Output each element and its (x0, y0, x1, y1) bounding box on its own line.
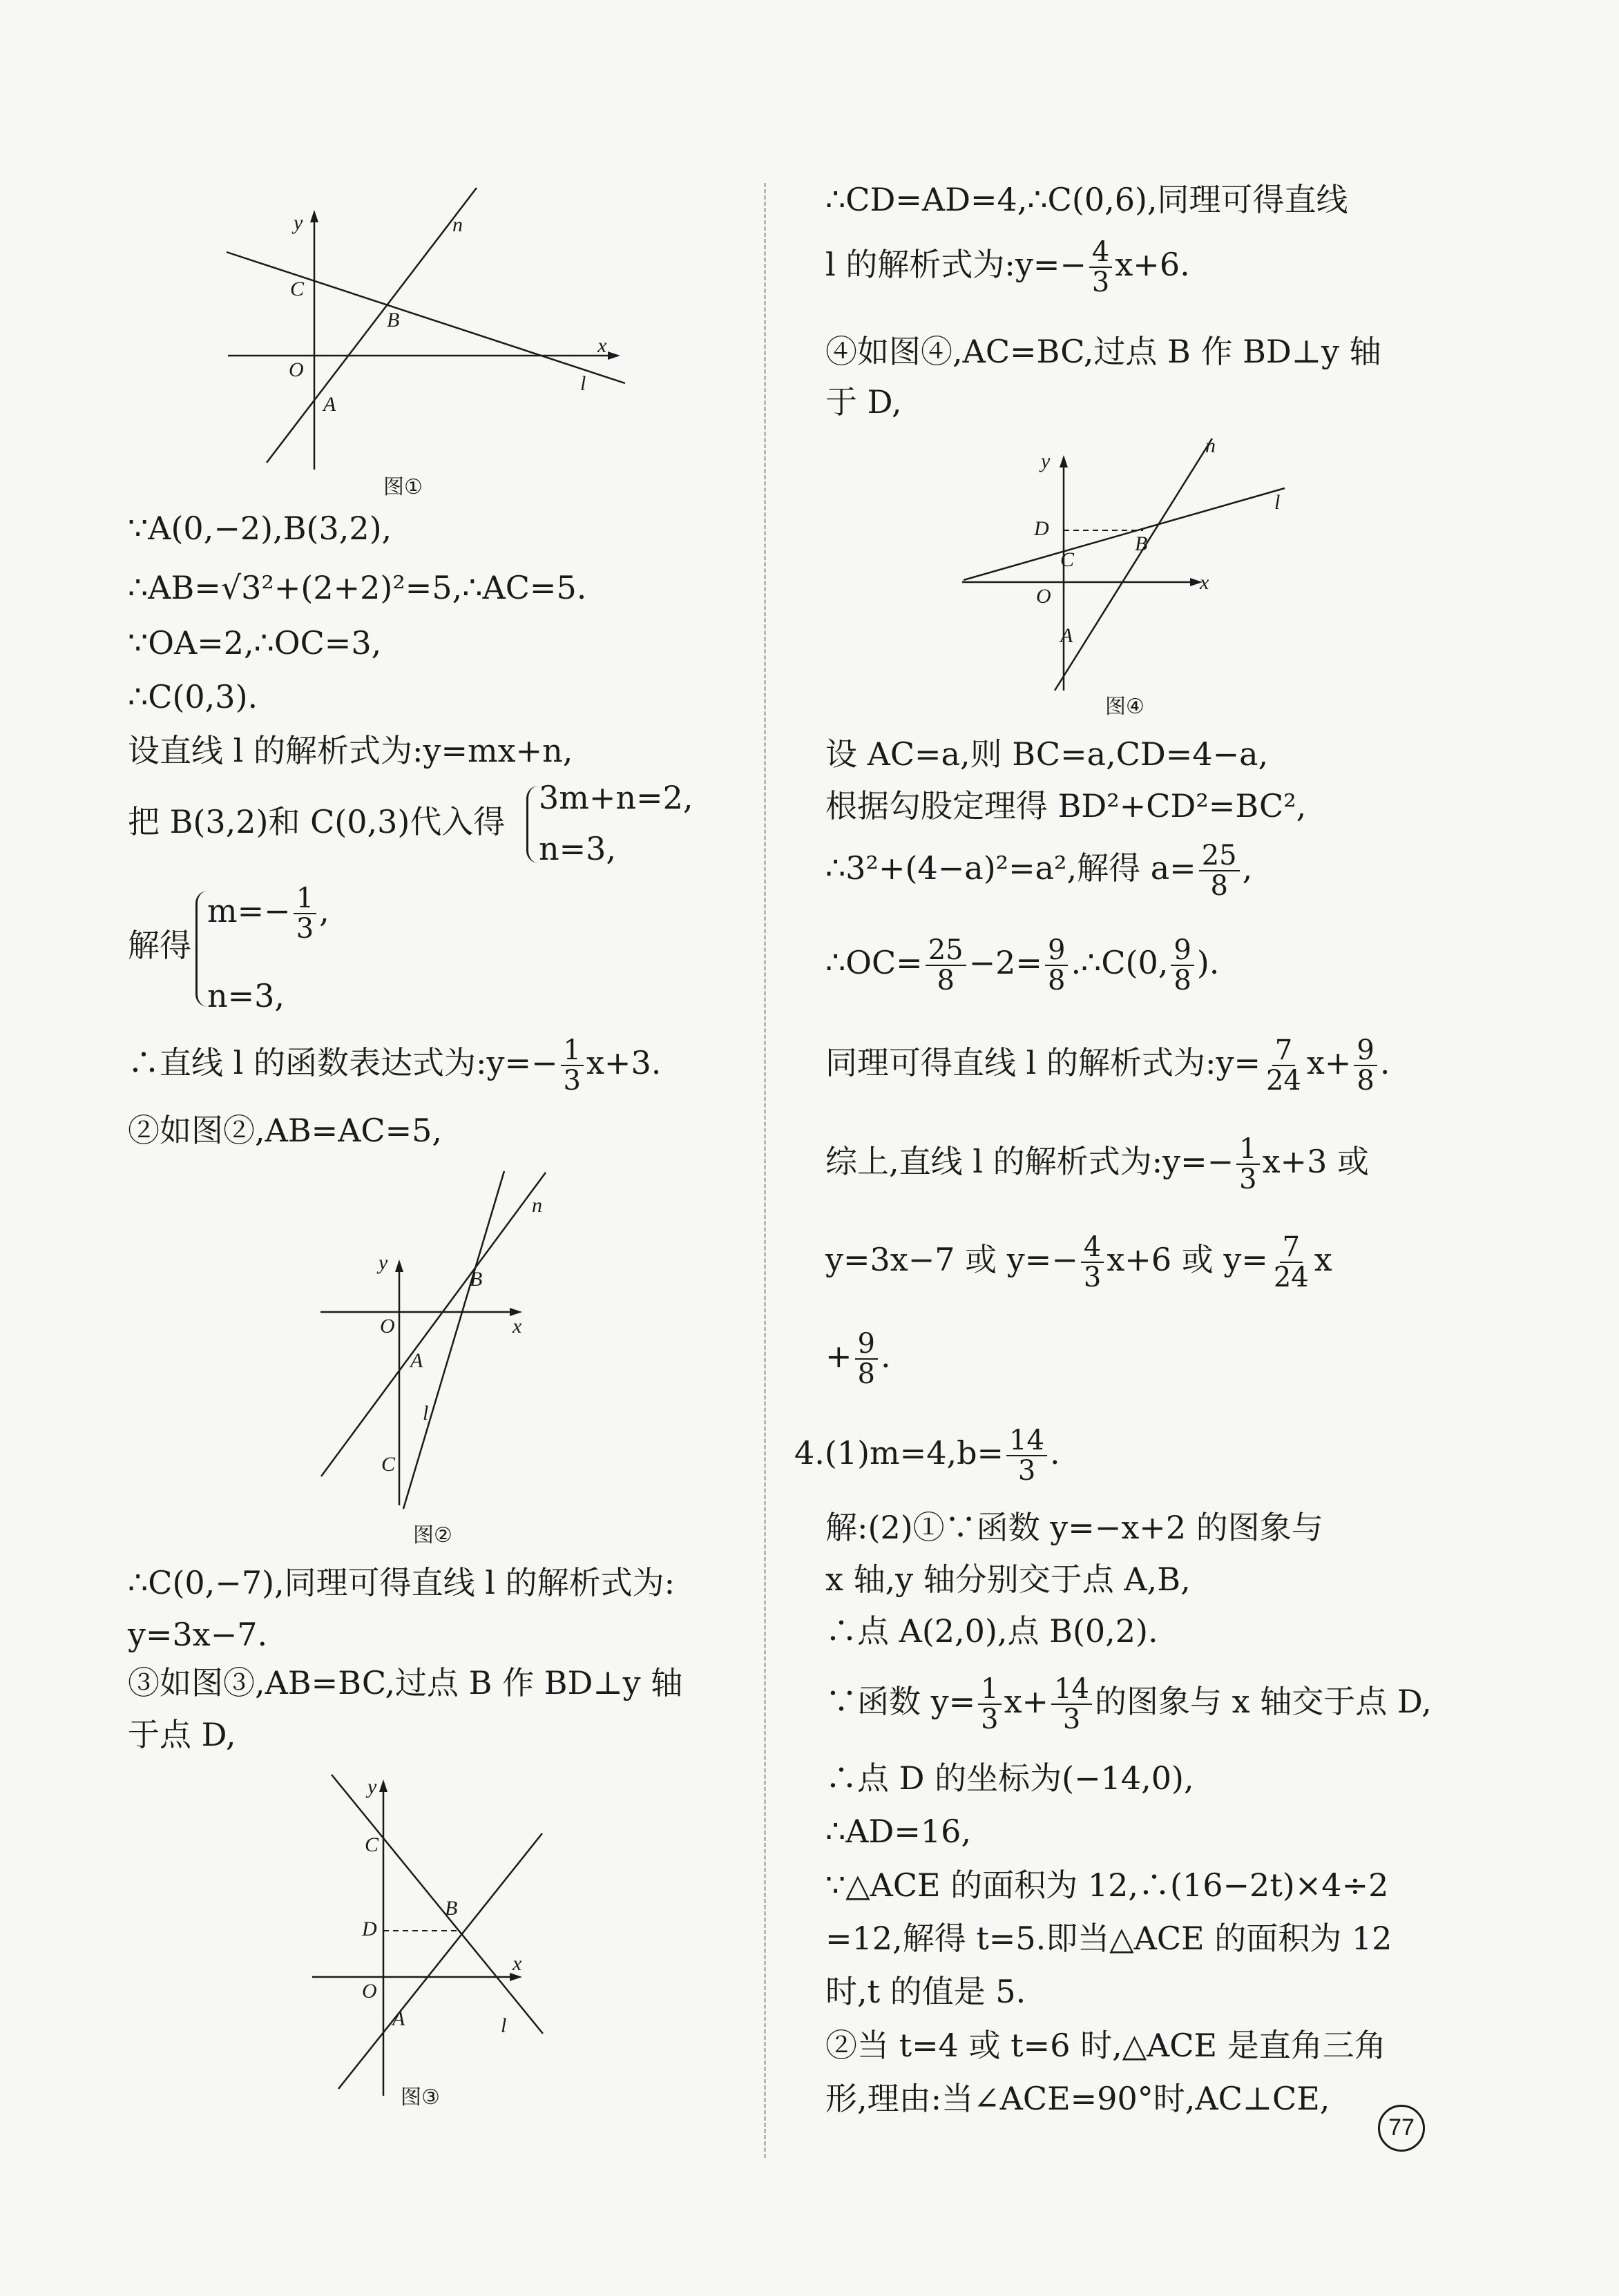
right-line-8-a: ∴OC= (825, 944, 923, 981)
fraction-9-8: $\frac{9}{8}$ (855, 1329, 878, 1389)
left-line-7-solve: 解得 (128, 927, 191, 964)
right-line-7-b: , (1242, 849, 1253, 887)
figure-4-caption: 图④ (1105, 695, 1144, 719)
fraction-25-8: $\frac{25}{8}$ (1199, 841, 1240, 900)
right-line-11-b: x+6 或 y= (1107, 1241, 1268, 1278)
fraction-14-3: $\frac{14}{3}$ (1006, 1426, 1047, 1485)
right-line-11-a: y=3x−7 或 y=− (825, 1241, 1078, 1278)
left-line-1: ∵A(0,−2),B(3,2), (128, 510, 392, 547)
right-line-17 (825, 1675, 1432, 1734)
right-line-12-b: . (881, 1338, 891, 1375)
right-line-22: 时,t 的值是 5. (825, 1973, 1026, 2010)
right-line-11 (825, 1233, 1332, 1292)
fraction-4-3: $\frac{4}{3}$ (1081, 1233, 1104, 1292)
right-line-21: =12,解得 t=5.即当△ACE 的面积为 12 (825, 1920, 1392, 1957)
right-line-24: 形,理由:当∠ACE=90°时,AC⊥CE, (825, 2080, 1330, 2117)
fig1-label-B: B (387, 309, 400, 331)
left-line-6-substitute: 把 B(3,2)和 C(0,3)代入得 (128, 803, 506, 840)
fraction-7-24: $\frac{7}{24}$ (1265, 1034, 1301, 1097)
right-line-18: ∴点 D 的坐标为(−14,0), (825, 1759, 1194, 1797)
right-line-19: ∴AD=16, (825, 1813, 972, 1850)
fig2-label-n: n (532, 1194, 542, 1217)
right-line-3: ④如图④,AC=BC,过点 B 作 BD⊥y 轴 (825, 333, 1381, 370)
right-line-13 (794, 1426, 1060, 1485)
right-line-8 (825, 936, 1219, 995)
figure-2-diagram (304, 1167, 566, 1512)
right-line-2-a: l 的解析式为:y=− (825, 246, 1086, 283)
left-line-5: 设直线 l 的解析式为:y=mx+n, (128, 732, 573, 769)
fig1-label-O: O (289, 358, 304, 381)
right-line-12-a: + (825, 1338, 852, 1375)
fig3-label-A: A (392, 2007, 405, 2030)
page-number: 77 (1378, 2105, 1425, 2152)
fig3-label-D: D (362, 1918, 377, 1940)
fig1-label-y: y (294, 211, 303, 234)
right-line-10-a: 综上,直线 l 的解析式为:y=− (825, 1143, 1234, 1180)
fig3-label-l: l (501, 2014, 507, 2037)
system2-eq1-lhs: m=− (207, 892, 291, 929)
fig3-label-B: B (445, 1897, 458, 1920)
figure-2 (304, 1167, 566, 1520)
left-line-8 (128, 1036, 661, 1095)
fraction-1-3: $\frac{1}{3}$ (1236, 1135, 1259, 1194)
left-line-3: ∵OA=2,∴OC=3, (128, 624, 382, 662)
fig1-label-A: A (323, 393, 336, 416)
fig1-label-n: n (452, 213, 463, 236)
right-line-15: x 轴,y 轴分别交于点 A,B, (825, 1561, 1191, 1598)
fraction-4-3: $\frac{4}{3}$ (1089, 238, 1112, 297)
system2-eq1-end: , (319, 892, 329, 929)
fraction-14-3: $\frac{14}{3}$ (1051, 1675, 1092, 1734)
fraction-9-8: $\frac{9}{8}$ (1171, 936, 1194, 995)
figure-3 (304, 1771, 553, 2107)
fig4-label-x: x (1200, 571, 1209, 594)
fig3-label-x: x (512, 1952, 522, 1975)
fig4-label-l: l (1274, 491, 1281, 514)
right-line-9-c: . (1379, 1044, 1390, 1081)
figure-1-diagram (214, 180, 642, 470)
fig4-label-y: y (1041, 450, 1051, 472)
fig1-label-x: x (597, 334, 607, 357)
right-line-2-b: x+6. (1115, 246, 1190, 283)
fig2-label-x: x (512, 1315, 522, 1338)
right-line-17-c: 的图象与 x 轴交于点 D, (1095, 1683, 1432, 1720)
right-line-9-a: 同理可得直线 l 的解析式为:y= (825, 1044, 1261, 1081)
fraction-1-3: $\frac{1}{3}$ (561, 1036, 584, 1095)
fig3-label-y: y (367, 1775, 377, 1798)
figure-2-caption: 图② (413, 1523, 452, 1547)
right-line-13-a: 4.(1)m=4,b= (794, 1434, 1004, 1472)
fig3-label-C: C (365, 1833, 379, 1856)
right-line-2 (825, 238, 1190, 297)
fig2-label-C: C (381, 1453, 396, 1476)
left-line-9: ②如图②,AB=AC=5, (128, 1112, 443, 1149)
system1-eq2: n=3, (539, 830, 617, 867)
right-line-23: ②当 t=4 或 t=6 时,△ACE 是直角三角 (825, 2027, 1386, 2064)
right-line-12 (825, 1329, 891, 1389)
figure-4 (957, 432, 1302, 702)
fig2-label-y: y (379, 1251, 388, 1274)
right-line-16: ∴点 A(2,0),点 B(0,2). (825, 1612, 1158, 1650)
right-line-6: 根据勾股定理得 BD²+CD²=BC², (825, 787, 1307, 824)
fig4-label-O: O (1036, 585, 1051, 608)
fig4-label-C: C (1060, 548, 1075, 571)
right-line-14: 解:(2)①∵函数 y=−x+2 的图象与 (825, 1509, 1323, 1546)
figure-1 (214, 180, 642, 477)
fraction-9-8: $\frac{9}{8}$ (1045, 936, 1068, 995)
right-line-5: 设 AC=a,则 BC=a,CD=4−a, (825, 735, 1269, 773)
system2-eq2: n=3, (207, 977, 285, 1014)
right-line-13-b: . (1050, 1434, 1060, 1472)
figure-3-diagram (304, 1771, 553, 2099)
left-line-13: 于点 D, (128, 1716, 236, 1753)
fraction-9-8: $\frac{9}{8}$ (1354, 1036, 1377, 1095)
right-line-1: ∴CD=AD=4,∴C(0,6),同理可得直线 (825, 181, 1348, 218)
right-line-10 (825, 1135, 1369, 1194)
fraction-25-8: $\frac{25}{8}$ (926, 936, 966, 995)
left-line-11: y=3x−7. (128, 1616, 268, 1653)
column-divider (764, 183, 766, 2158)
right-line-8-c: .∴C(0, (1071, 944, 1169, 981)
right-line-8-b: −2= (968, 944, 1042, 981)
fig4-label-B: B (1135, 532, 1148, 555)
figure-3-caption: 图③ (401, 2085, 440, 2110)
left-line-10: ∴C(0,−7),同理可得直线 l 的解析式为: (128, 1564, 676, 1601)
left-line-12: ③如图③,AB=BC,过点 B 作 BD⊥y 轴 (128, 1664, 683, 1701)
figure-4-diagram (957, 432, 1302, 694)
fig2-label-O: O (380, 1315, 395, 1338)
left-line-4: ∴C(0,3). (128, 678, 258, 715)
right-line-11-c: x (1314, 1241, 1332, 1278)
right-line-9 (825, 1036, 1390, 1095)
fig4-label-A: A (1060, 624, 1073, 647)
right-line-20: ∵△ACE 的面积为 12,∴(16−2t)×4÷2 (825, 1866, 1389, 1904)
fig2-label-B: B (470, 1268, 483, 1291)
fraction-7-24: $\frac{7}{24}$ (1273, 1231, 1309, 1293)
fraction-1-3: $\frac{1}{3}$ (978, 1675, 1001, 1734)
right-line-4: 于 D, (825, 383, 902, 421)
right-line-7 (825, 841, 1252, 900)
fig4-label-D: D (1034, 517, 1049, 540)
fig1-label-l: l (580, 372, 586, 395)
system1-eq1: 3m+n=2, (539, 779, 693, 816)
fig4-label-n: n (1205, 434, 1216, 457)
fig3-label-O: O (362, 1980, 377, 2003)
right-line-7-a: ∴3²+(4−a)²=a²,解得 a= (825, 849, 1196, 887)
fig2-label-l: l (423, 1402, 429, 1425)
right-line-8-d: ). (1196, 944, 1220, 981)
fig1-label-C: C (290, 278, 305, 300)
left-line-2: ∴AB=√3²+(2+2)²=5,∴AC=5. (128, 569, 587, 606)
figure-1-caption: 图① (383, 475, 423, 499)
system2-eq1 (207, 884, 329, 943)
left-line-8-b: x+3. (586, 1044, 662, 1081)
right-line-9-b: x+ (1306, 1044, 1352, 1081)
left-line-8-a: ∴直线 l 的函数表达式为:y=− (128, 1044, 558, 1081)
right-line-10-b: x+3 或 (1262, 1143, 1369, 1180)
right-line-17-b: x+ (1004, 1683, 1049, 1720)
right-line-17-a: ∵函数 y= (825, 1683, 976, 1720)
fig2-label-A: A (410, 1349, 423, 1372)
fraction-1-3: $\frac{1}{3}$ (294, 884, 316, 943)
